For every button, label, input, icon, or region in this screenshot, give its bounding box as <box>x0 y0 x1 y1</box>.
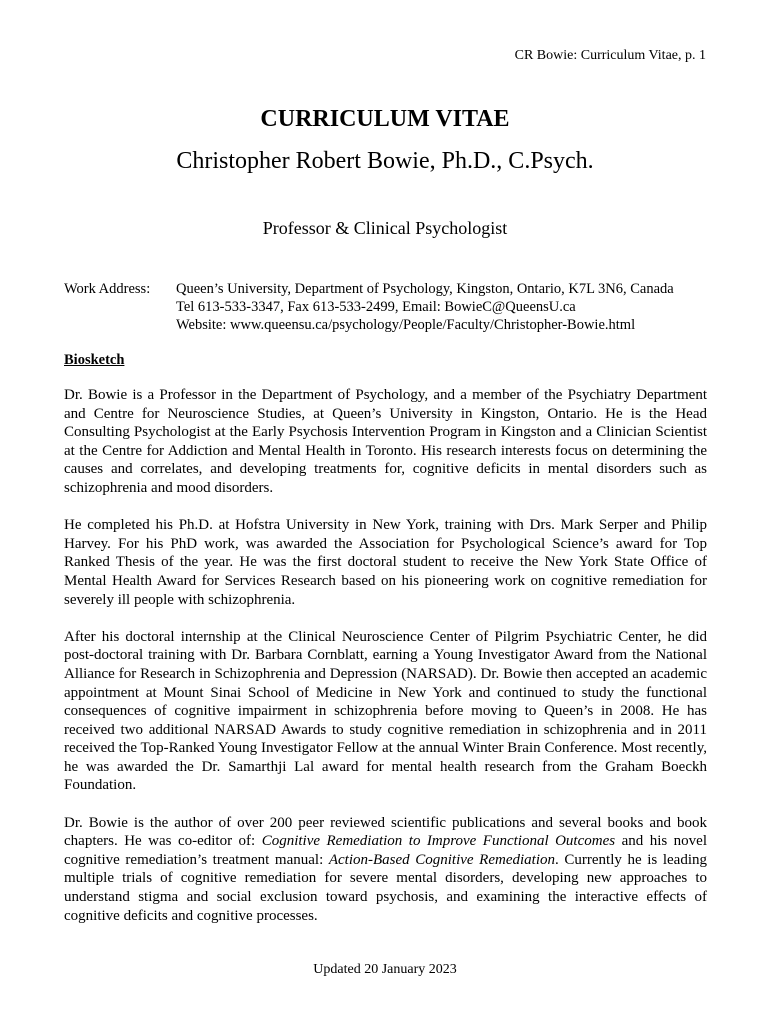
running-header: CR Bowie: Curriculum Vitae, p. 1 <box>514 48 706 63</box>
position-title: Professor & Clinical Psychologist <box>262 218 508 238</box>
address-line: Queen’s University, Department of Psychology, Kingston, Ontario, K7L 3N6, Canada <box>176 281 674 297</box>
work-address-label: Work Address: <box>64 281 151 297</box>
work-address-lines <box>176 280 736 334</box>
document-title: CURRICULUM VITAE <box>260 106 510 132</box>
bio-paragraph-1: Dr. Bowie is a Professor in the Department of Psychology, and a member of the Psychiatry Department and Centre for Neuroscience Studies, at Queen’s University in Kingston, Ontario. He is the Head Consulting Psychologist at the Early Psychosis Intervention Program in Kingston and a Clinician Scientist at the Centre for Addiction and Mental Health in Toronto. His research interests focus on determining the causes and correlates, and developing treatments for, cognitive deficits in mental disorders such as schizophrenia and mood disorders. <box>64 387 707 496</box>
bio-paragraph-3: After his doctoral internship at the Clinical Neuroscience Center of Pilgrim Psychiatric Center, he did post-doctoral training with Dr. Barbara Cornblatt, earning a Young Investigator Award from the National Alliance for Research in Schizophrenia and Depression (NARSAD). Dr. Bowie then accepted an academic appointment at Mount Sinai School of Medicine in New York and continued to study the functional consequences of cognitive impairment in schizophrenia before moving to Queen’s in 2008. He has received two additional NARSAD Awards to study cognitive remediation in schizophrenia and in 2011 received the Top-Ranked Young Investigator Fellow at the annual Winter Brain Conference. Most recently, he was awarded the Dr. Samarthji Lal award for mental health research from the Graham Boeckh Foundation. <box>64 628 707 794</box>
contact-line: Tel 613-533-3347, Fax 613-533-2499, Email: BowieC@QueensU.ca <box>176 299 576 315</box>
book-title-action-based: Action-Based Cognitive Remediation <box>328 851 556 868</box>
bio-p4-text-a: Dr. Bowie is the author of over 200 peer reviewed scientific publications and several books and book chapters. He was co-editor of: <box>64 814 707 850</box>
person-name: Christopher Robert Bowie, Ph.D., C.Psych. <box>176 148 594 174</box>
bio-p4-text-b: and his novel cognitive remediation’s treatment manual: <box>64 833 707 868</box>
book-title-cognitive-remediation: Cognitive Remediation to Improve Functional Outcomes <box>261 833 616 850</box>
biosketch-heading: Biosketch <box>64 352 125 368</box>
updated-footer: Updated 20 January 2023 <box>313 962 457 977</box>
bio-paragraph-4 <box>64 814 707 926</box>
website-line: Website: www.queensu.ca/psychology/People/Faculty/Christopher-Bowie.html <box>176 317 636 333</box>
bio-paragraph-2: He completed his Ph.D. at Hofstra University in New York, training with Drs. Mark Serper and Philip Harvey. For his PhD work, was awarded the Association for Psychological Science’s award for Top Ranked Thesis of the year. He was the first doctoral student to receive the New York State Office of Mental Health Award for Services Research based on his pioneering work on cognitive remediation for severely ill people with schizophrenia. <box>64 517 707 608</box>
bio-p4-text-c: . Currently he is leading multiple trials of cognitive remediation for severe mental disorders, developing new approaches to understand stigma and social exclusion toward psychosis, and examining the interactive effects of cognitive deficits and cognitive processes. <box>64 851 707 924</box>
biosketch-body <box>64 386 707 944</box>
